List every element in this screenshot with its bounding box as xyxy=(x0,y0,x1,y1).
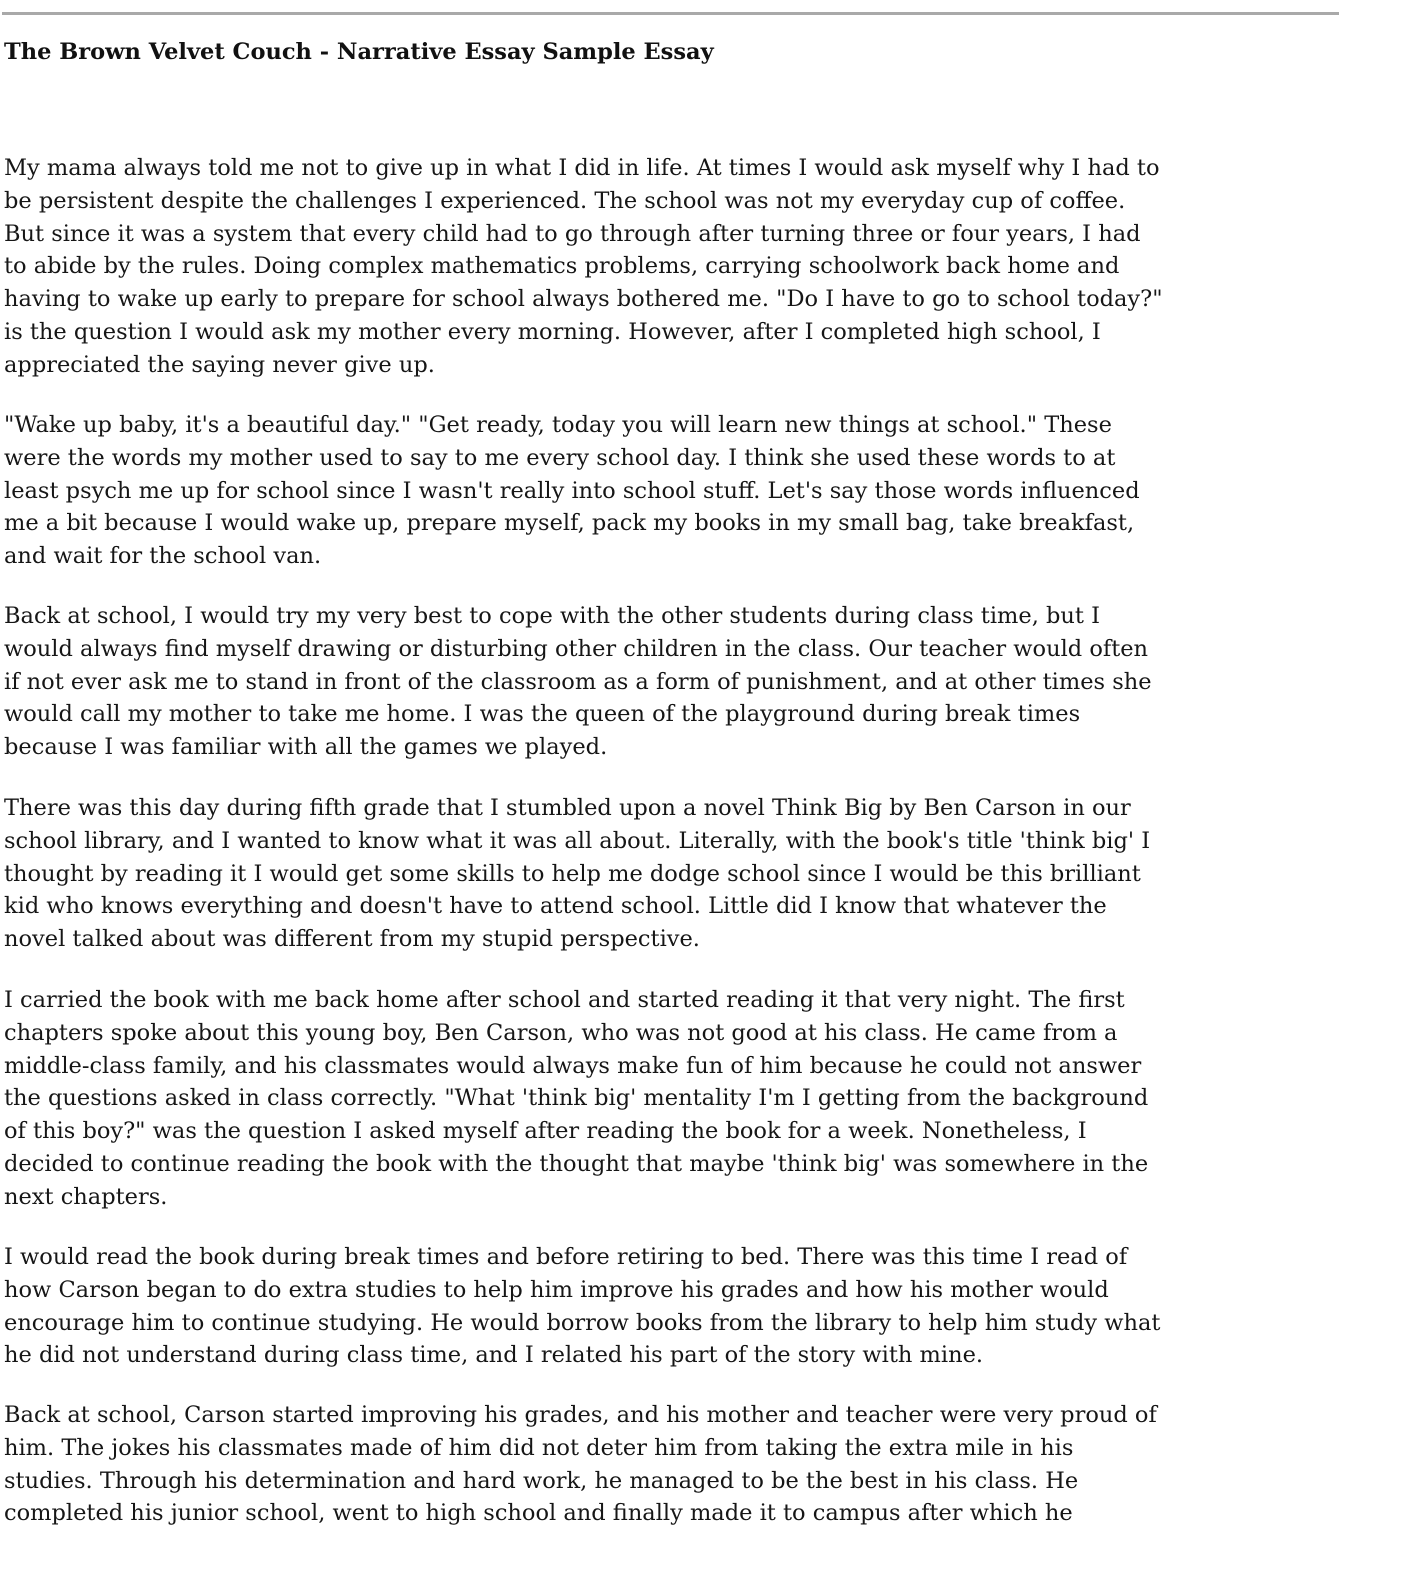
paragraph-line: me a bit because I would wake up, prepare myself, pack my books in my small bag, take breakfast, xyxy=(4,510,1135,537)
paragraph-line: I would read the book during break times and before retiring to bed. There was this time I read of xyxy=(4,1244,1128,1270)
paragraph-line: the questions asked in class correctly. "What 'think big' mentality I'm I getting from the background xyxy=(4,1085,1149,1112)
paragraph-line: I carried the book with me back home after school and started reading it that very night. The first xyxy=(4,987,1125,1013)
essay-paragraph xyxy=(4,984,1404,1214)
essay-paragraph xyxy=(4,1241,1404,1372)
paragraph-line: middle-class family, and his classmates would always make fun of him because he could not answer xyxy=(4,1052,1142,1079)
paragraph-line: would call my mother to take me home. I was the queen of the playground during break times xyxy=(4,701,1081,728)
paragraph-line: is the question I would ask my mother every morning. However, after I completed high school, I xyxy=(4,318,1101,345)
paragraph-line: decided to continue reading the book with the thought that maybe 'think big' was somewhere in the xyxy=(4,1150,1149,1177)
paragraph-line: he did not understand during class time, and I related his part of the story with mine. xyxy=(4,1342,984,1369)
paragraph-line: him. The jokes his classmates made of him did not deter him from taking the extra mile in his xyxy=(4,1434,1074,1461)
paragraph-line: having to wake up early to prepare for school always bothered me. "Do I have to go to school today?" xyxy=(4,286,1163,313)
paragraph-line: Back at school, Carson started improving his grades, and his mother and teacher were very proud of xyxy=(4,1402,1157,1428)
paragraph-line: kid who knows everything and doesn't have to attend school. Little did I know that whatever the xyxy=(4,893,1107,920)
paragraph-line: completed his junior school, went to high school and finally made it to campus after which he xyxy=(4,1500,1073,1527)
paragraph-line: because I was familiar with all the games we played. xyxy=(4,734,608,761)
essay-paragraph xyxy=(4,152,1404,382)
paragraph-line: My mama always told me not to give up in what I did in life. At times I would ask myself why I had to xyxy=(4,155,1160,181)
essay-title: The Brown Velvet Couch - Narrative Essay Sample Essay xyxy=(4,39,714,65)
essay-paragraph xyxy=(4,792,1404,956)
paragraph-line: Back at school, I would try my very best to cope with the other students during class time, but I xyxy=(4,603,1100,629)
paragraph-line: if not ever ask me to stand in front of the classroom as a form of punishment, and at other times she xyxy=(4,668,1152,695)
paragraph-line: "Wake up baby, it's a beautiful day." "Get ready, today you will learn new things at school." These xyxy=(4,412,1112,438)
paragraph-line: thought by reading it I would get some skills to help me dodge school since I would be this brilliant xyxy=(4,860,1141,887)
paragraph-line: school library, and I wanted to know what it was all about. Literally, with the book's title 'think big' I xyxy=(4,827,1151,854)
paragraph-line: least psych me up for school since I wasn't really into school stuff. Let's say those words influenced xyxy=(4,477,1140,504)
paragraph-line: encourage him to continue studying. He would borrow books from the library to help him study what xyxy=(4,1309,1161,1336)
paragraph-line: appreciated the saying never give up. xyxy=(4,351,435,378)
paragraph-line: were the words my mother used to say to me every school day. I think she used these words to at xyxy=(4,444,1116,471)
paragraph-line: would always find myself drawing or disturbing other children in the class. Our teacher would often xyxy=(4,635,1149,662)
paragraph-line: next chapters. xyxy=(4,1183,168,1210)
paragraph-line: novel talked about was different from my stupid perspective. xyxy=(4,926,700,953)
paragraph-line: studies. Through his determination and hard work, he managed to be the best in his class. He xyxy=(4,1467,1079,1494)
paragraph-line: of this boy?" was the question I asked myself after reading the book for a week. Nonetheless, I xyxy=(4,1118,1087,1145)
essay-paragraph xyxy=(4,1399,1404,1530)
top-divider xyxy=(2,12,1339,15)
essay-paragraph xyxy=(4,600,1404,764)
essay-paragraph xyxy=(4,409,1404,573)
paragraph-line: and wait for the school van. xyxy=(4,543,322,570)
paragraph-line: But since it was a system that every child had to go through after turning three or four years, I had xyxy=(4,220,1141,247)
paragraph-line: chapters spoke about this young boy, Ben Carson, who was not good at his class. He came from a xyxy=(4,1019,1118,1046)
paragraph-line: how Carson began to do extra studies to help him improve his grades and how his mother would xyxy=(4,1276,1109,1303)
paragraph-line: to abide by the rules. Doing complex mathematics problems, carrying schoolwork back home and xyxy=(4,253,1120,280)
paragraph-line: There was this day during fifth grade that I stumbled upon a novel Think Big by Ben Carson in our xyxy=(4,795,1131,821)
paragraph-line: be persistent despite the challenges I experienced. The school was not my everyday cup of coffee. xyxy=(4,187,1126,214)
